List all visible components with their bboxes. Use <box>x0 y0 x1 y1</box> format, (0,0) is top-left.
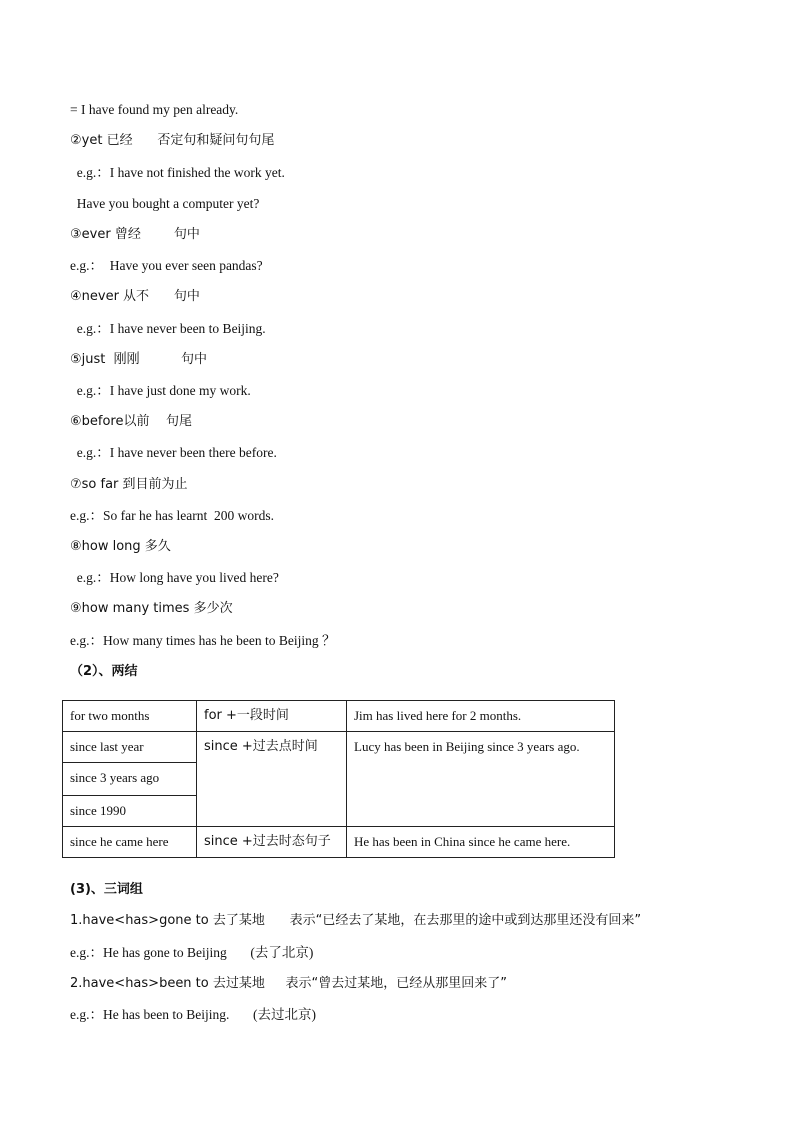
table-cell: since last year <box>63 732 197 763</box>
item-been-to: 2.have<has>been to 去过某地 表示“曾去过某地，已经从那里回来了” <box>70 976 507 991</box>
item-how-long: ⑧how long 多久 <box>70 539 171 554</box>
section-heading-3: (3)、三词组 <box>70 882 143 897</box>
table-cell: Jim has lived here for 2 months. <box>347 701 615 732</box>
table-row <box>63 732 615 763</box>
table-cell: Lucy has been in Beijing since 3 years ago. <box>347 732 615 827</box>
since-for-table <box>62 700 615 858</box>
item-so-far: ⑦so far 到目前为止 <box>70 477 188 492</box>
example-so-far: e.g.：So far he has learnt 200 words. <box>70 508 274 523</box>
item-just: ⑤just 刚刚 句中 <box>70 352 207 367</box>
example-yet-2: Have you bought a computer yet? <box>70 196 260 211</box>
example-before: e.g.：I have never been there before. <box>70 445 277 460</box>
example-never: e.g.：I have never been to Beijing. <box>70 321 266 336</box>
example-gone-to: e.g.：He has gone to Beijing (去了北京) <box>70 945 314 960</box>
item-how-many-times: ⑨how many times 多少次 <box>70 601 233 616</box>
example-ever: e.g.： Have you ever seen pandas? <box>70 258 263 273</box>
item-ever: ③ever 曾经 句中 <box>70 227 200 242</box>
item-yet: ②yet 已经 否定句和疑问句句尾 <box>70 133 275 148</box>
item-never: ④never 从不 句中 <box>70 289 200 304</box>
example-already: = I have found my pen already. <box>70 102 239 117</box>
table-cell: since +过去点时间 <box>197 732 347 827</box>
table-cell: since he came here <box>63 827 197 858</box>
table-cell: since +过去时态句子 <box>197 827 347 858</box>
example-yet-1: e.g.：I have not finished the work yet. <box>70 165 285 180</box>
table-cell: for +一段时间 <box>197 701 347 732</box>
item-before: ⑥before以前 句尾 <box>70 414 193 429</box>
example-how-many-times: e.g.：How many times has he been to Beijing ？ <box>70 633 336 648</box>
example-been-to: e.g.：He has been to Beijing. (去过北京) <box>70 1007 316 1022</box>
table-row <box>63 827 615 858</box>
table-row <box>63 701 615 732</box>
example-how-long: e.g.：How long have you lived here? <box>70 570 279 585</box>
item-gone-to: 1.have<has>gone to 去了某地 表示“已经去了某地，在去那里的途中或到达那里还没有回来” <box>70 913 642 928</box>
example-just: e.g.：I have just done my work. <box>70 383 251 398</box>
table-cell: for two months <box>63 701 197 732</box>
table-cell: since 3 years ago <box>63 763 197 796</box>
section-heading-2: （2）、两结 <box>70 664 138 679</box>
table-cell: since 1990 <box>63 796 197 827</box>
table-cell: He has been in China since he came here. <box>347 827 615 858</box>
